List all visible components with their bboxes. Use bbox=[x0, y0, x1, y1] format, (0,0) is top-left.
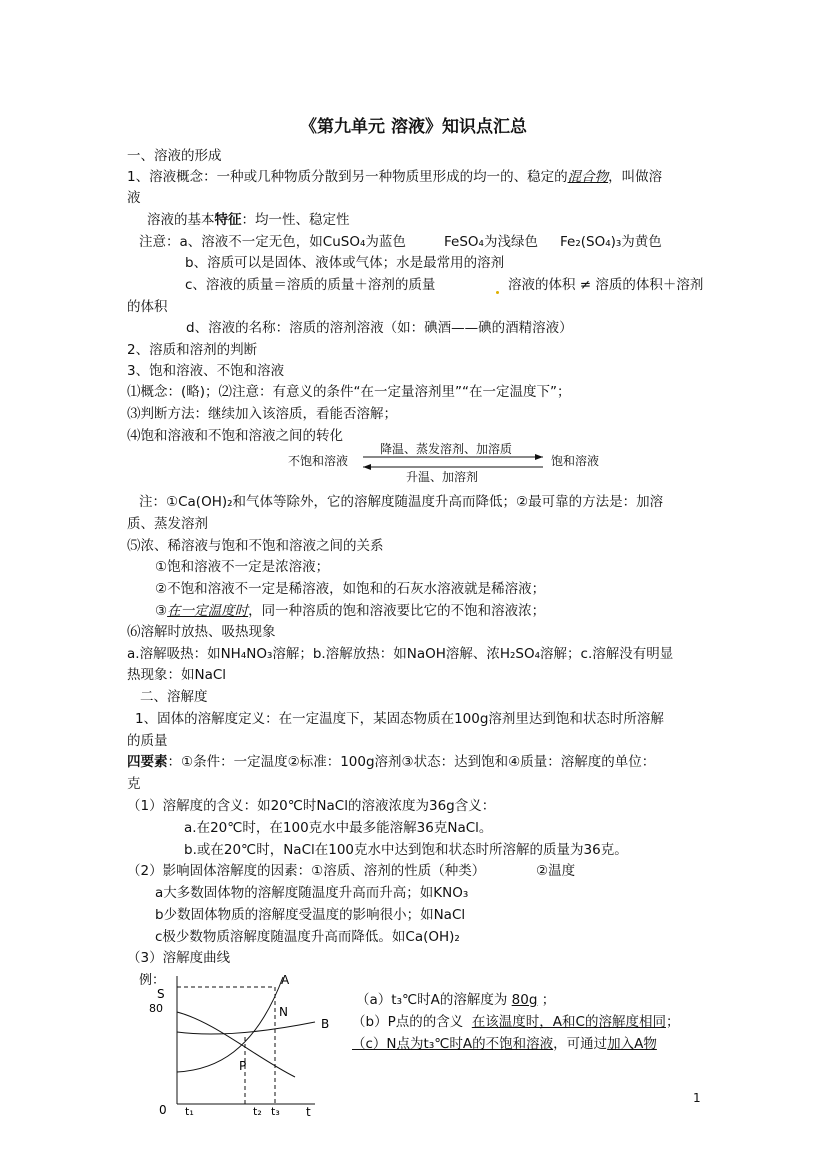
text-line: b.或在20℃时，NaCl在100克水中达到饱和状态时所溶解的质量为36克。 bbox=[184, 842, 628, 858]
text-line: 质、蒸发溶剂 bbox=[127, 516, 208, 532]
curve-a-label: A bbox=[281, 973, 290, 987]
emphasis-text: 混合物 bbox=[567, 169, 609, 185]
emphasis-text: 在一定温度时 bbox=[167, 603, 249, 619]
text-line: ②不饱和溶液不一定是稀溶液，如饱和的石灰水溶液就是稀溶液； bbox=[155, 581, 546, 597]
text-line: ③在一定温度时，同一种溶质的饱和溶液要比它的不饱和溶液浓； bbox=[155, 603, 546, 619]
answer-b: 在该温度时，A和C的溶解度相同 bbox=[471, 1014, 666, 1030]
text-line: 1、溶液概念：一种或几种物质分散到另一种物质里形成的均一的、稳定的混合物，叫做溶 bbox=[127, 169, 663, 185]
question-b: （b）P点的的含义 在该温度时，A和C的溶解度相同； bbox=[352, 1014, 680, 1030]
t3-label: t₃ bbox=[271, 1105, 280, 1118]
bold-text: 特征 bbox=[214, 212, 242, 228]
condition-bottom: 升温、加溶剂 bbox=[406, 470, 479, 484]
text-line: 液 bbox=[127, 190, 141, 206]
text-line: ⑹溶解时放热、吸热现象 bbox=[127, 624, 276, 640]
text-line: （3）溶解度曲线 bbox=[127, 950, 231, 966]
answer-a: 80g bbox=[511, 992, 538, 1008]
text-line: 1、固体的溶解度定义：在一定温度下，某固态物质在100g溶剂里达到饱和状态时所溶解 bbox=[135, 711, 664, 727]
section-heading: 3、饱和溶液、不饱和溶液 bbox=[127, 363, 285, 379]
s-label: S bbox=[157, 987, 165, 1001]
text-line: 的体积 bbox=[127, 299, 168, 315]
section-heading: 2、溶质和溶剂的判断 bbox=[127, 342, 258, 358]
text-line: 热现象：如NaCl bbox=[127, 667, 227, 683]
answer-c: 加入A物 bbox=[607, 1036, 657, 1052]
page-number: 1 bbox=[693, 1091, 701, 1105]
curve-A bbox=[177, 977, 283, 1072]
conversion-arrows bbox=[355, 452, 550, 472]
page-title: 《第九单元 溶液》知识点汇总 bbox=[300, 117, 527, 137]
t1-label: t₁ bbox=[185, 1105, 194, 1118]
text-line: c、溶液的质量＝溶质的质量＋溶剂的质量 bbox=[185, 277, 436, 293]
text-line: d、溶液的名称：溶质的溶剂溶液（如：碘酒——碘的酒精溶液） bbox=[186, 320, 573, 336]
section-heading: 二、溶解度 bbox=[140, 689, 208, 705]
text-line: 注意：a、溶液不一定无色，如CuSO₄为蓝色 bbox=[139, 234, 406, 250]
text-line: 注：①Ca(OH)₂和气体等除外，它的溶解度随温度升高而降低；②最可靠的方法是：加溶 bbox=[139, 494, 664, 510]
text-line: （2）影响固体溶解度的因素：①溶质、溶剂的性质（种类） bbox=[127, 863, 486, 879]
text-line: ②温度 bbox=[536, 863, 576, 879]
text-line: Fe₂(SO₄)₃为黄色 bbox=[560, 234, 662, 250]
mark-dot bbox=[496, 291, 499, 294]
text-line: ⑴概念：(略)；⑵注意：有意义的条件“在一定量溶剂里”“在一定温度下”； bbox=[127, 384, 571, 400]
solubility-curve-diagram bbox=[135, 962, 345, 1122]
y80-label: 80 bbox=[149, 1002, 163, 1015]
text-line: （1）溶解度的含义：如20℃时NaCl的溶液浓度为36g含义： bbox=[127, 798, 496, 814]
text-line: 溶液的基本特征：均一性、稳定性 bbox=[147, 212, 350, 228]
text-line: 四要素：①条件：一定温度②标准：100g溶剂③状态：达到饱和④质量：溶解度的单位： bbox=[127, 754, 656, 770]
origin-label: 0 bbox=[159, 1103, 167, 1117]
question-a: （a）t₃℃时A的溶解度为 80g ； bbox=[356, 992, 556, 1008]
text-line: ⑶判断方法：继续加入该溶质，看能否溶解； bbox=[127, 406, 397, 422]
text-line: a大多数固体物的溶解度随温度升高而升高；如KNO₃ bbox=[155, 885, 469, 901]
example-label: 例： bbox=[139, 973, 166, 988]
saturated-label: 饱和溶液 bbox=[551, 454, 600, 468]
t-label: t bbox=[306, 1105, 311, 1119]
text-line: FeSO₄为浅绿色 bbox=[444, 234, 538, 250]
text-line: b少数固体物质的溶解度受温度的影响很小；如NaCl bbox=[155, 907, 466, 923]
text-line: ⑸浓、稀溶液与饱和不饱和溶液之间的关系 bbox=[127, 538, 384, 554]
text-line: c极少数物质溶解度随温度升高而降低。如Ca(OH)₂ bbox=[155, 929, 460, 945]
text-line: 克 bbox=[127, 776, 141, 792]
bold-text: 四要素 bbox=[127, 754, 168, 770]
text-line: ①饱和溶液不一定是浓溶液； bbox=[155, 559, 330, 575]
unsaturated-label: 不饱和溶液 bbox=[288, 454, 349, 468]
text-line: ⑷饱和溶液和不饱和溶液之间的转化 bbox=[127, 428, 343, 444]
curve-B bbox=[177, 1022, 315, 1034]
section-heading: 一、溶液的形成 bbox=[127, 148, 222, 164]
text-line: a.溶解吸热：如NH₄NO₃溶解；b.溶解放热：如NaOH溶解、浓H₂SO₄溶解；c.溶解没有明显 bbox=[127, 646, 674, 662]
question-c: （c）N点为t₃℃时A的不饱和溶液，可通过加入A物 bbox=[352, 1036, 657, 1052]
point-p-label: P bbox=[239, 1059, 247, 1073]
curve-b-label: B bbox=[321, 1017, 330, 1031]
point-n-label: N bbox=[279, 1005, 288, 1019]
text-line: 的质量 bbox=[127, 733, 168, 749]
text-line: b、溶质可以是固体、液体或气体；水是最常用的溶剂 bbox=[185, 255, 505, 271]
text-line: 溶液的体积 ≠ 溶质的体积＋溶剂 bbox=[508, 277, 704, 293]
text-line: a.在20℃时，在100克水中最多能溶解36克NaCl。 bbox=[184, 820, 493, 836]
condition-top: 降温、蒸发溶剂、加溶质 bbox=[380, 442, 513, 456]
t2-label: t₂ bbox=[253, 1105, 262, 1118]
curve-C bbox=[177, 1012, 295, 1077]
